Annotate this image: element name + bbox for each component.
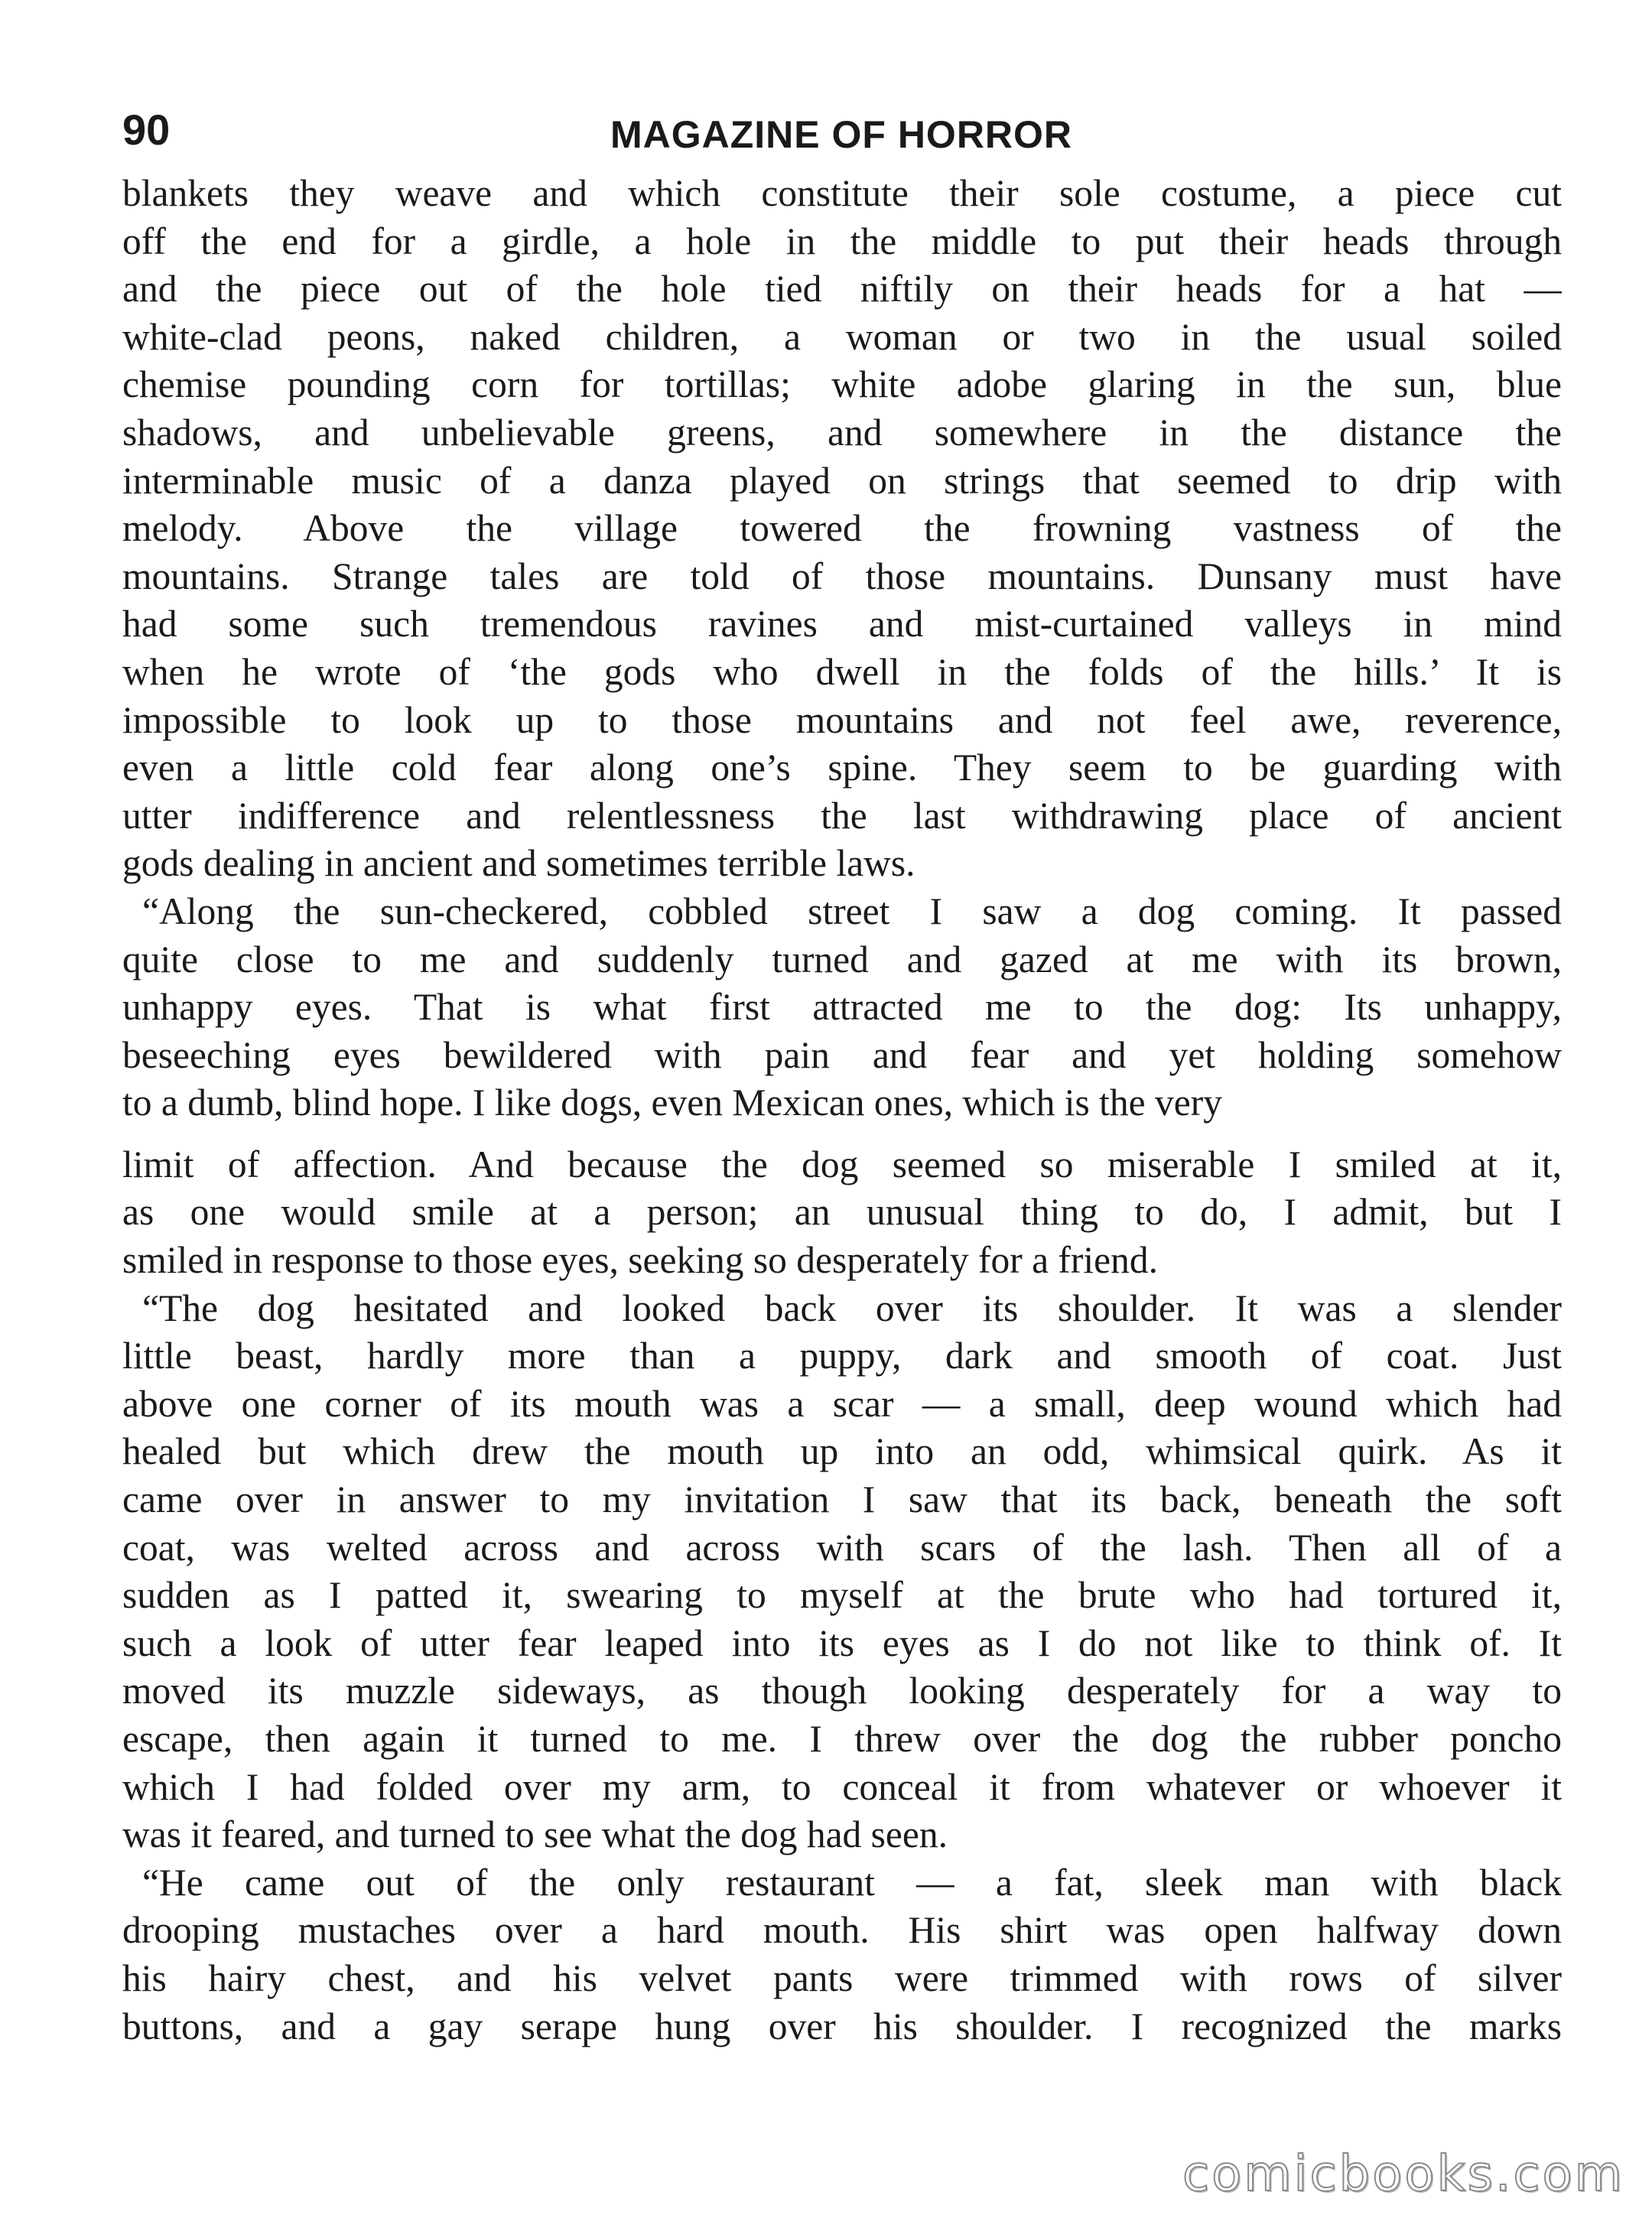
text-line: his hairy chest, and his velvet pants were trimmed with rows of silver — [122, 1956, 1562, 1999]
running-head: MAGAZINE OF HORROR — [610, 113, 1073, 156]
paragraph — [122, 170, 1562, 888]
text-line: healed but which drew the mouth up into an odd, whimsical quirk. As it — [122, 1430, 1562, 1473]
text-line: beseeching eyes bewildered with pain and fear and yet holding somehow — [122, 1033, 1562, 1076]
paragraph — [122, 1859, 1562, 2051]
text-line: shadows, and unbelievable greens, and somewhere in the distance the — [122, 411, 1562, 454]
text-line: impossible to look up to those mountains and not feel awe, reverence, — [122, 698, 1562, 741]
page-header — [122, 106, 1560, 167]
text-line: had some such tremendous ravines and mist-curtained valleys in mind — [122, 603, 1562, 646]
text-line: as one would smile at a person; an unusual thing to do, I admit, but I — [122, 1191, 1562, 1234]
text-line: “He came out of the only restaurant — a fat, sleek man with black — [142, 1861, 1562, 1904]
text-line: melody. Above the village towered the frowning vastness of the — [122, 507, 1562, 550]
text-line: was it feared, and turned to see what the dog had seen. — [122, 1813, 948, 1856]
text-line: off the end for a girdle, a hole in the middle to put their heads through — [122, 220, 1562, 262]
text-line: to a dumb, blind hope. I like dogs, even Mexican ones, which is the very — [122, 1081, 1222, 1124]
paragraph-gap — [122, 1127, 1562, 1141]
text-line: coat, was welted across and across with scars of the lash. Then all of a — [122, 1526, 1562, 1569]
text-line: blankets they weave and which constitute their sole costume, a piece cut — [122, 172, 1562, 214]
text-line: drooping mustaches over a hard mouth. His shirt was open halfway down — [122, 1909, 1562, 1952]
text-line: mountains. Strange tales are told of those mountains. Dunsany must have — [122, 554, 1562, 597]
text-line: above one corner of its mouth was a scar — a small, deep wound which had — [122, 1382, 1562, 1425]
text-line: little beast, hardly more than a puppy, dark and smooth of coat. Just — [122, 1335, 1562, 1377]
text-line: white-clad peons, naked children, a woman or two in the usual soiled — [122, 315, 1562, 358]
text-line: utter indifference and relentlessness the last withdrawing place of ancient — [122, 794, 1562, 837]
body-text — [122, 170, 1562, 2051]
text-line: and the piece out of the hole tied niftily on their heads for a hat — — [122, 268, 1562, 311]
text-line: came over in answer to my invitation I saw that its back, beneath the soft — [122, 1478, 1562, 1521]
watermark: comicbooks.com — [1182, 2146, 1624, 2203]
text-line: gods dealing in ancient and sometimes terrible laws. — [122, 842, 915, 885]
text-line: sudden as I patted it, swearing to myself at the brute who had tortured it, — [122, 1574, 1562, 1617]
paragraph — [122, 1285, 1562, 1859]
page-number: 90 — [122, 106, 171, 154]
text-line: escape, then again it turned to me. I threw over the dog the rubber poncho — [122, 1718, 1562, 1760]
text-line: moved its muzzle sideways, as though looking desperately for a way to — [122, 1670, 1562, 1712]
text-line: “Along the sun-checkered, cobbled street I saw a dog coming. It passed — [142, 889, 1562, 932]
text-line: “The dog hesitated and looked back over its shoulder. It was a slender — [142, 1286, 1562, 1329]
text-line: even a little cold fear along one’s spine. They seem to be guarding with — [122, 746, 1562, 789]
text-line: when he wrote of ‘the gods who dwell in the folds of the hills.’ It is — [122, 650, 1562, 693]
text-line: chemise pounding corn for tortillas; white adobe glaring in the sun, blue — [122, 363, 1562, 406]
text-line: buttons, and a gay serape hung over his shoulder. I recognized the marks — [122, 2005, 1562, 2047]
text-line: which I had folded over my arm, to conceal it from whatever or whoever it — [122, 1765, 1562, 1808]
text-line: quite close to me and suddenly turned and gazed at me with its brown, — [122, 938, 1562, 981]
text-line: interminable music of a danza played on strings that seemed to drip with — [122, 459, 1562, 502]
text-line: such a look of utter fear leaped into its eyes as I do not like to think of. It — [122, 1621, 1562, 1664]
text-line: limit of affection. And because the dog seemed so miserable I smiled at it, — [122, 1143, 1562, 1185]
text-line: smiled in response to those eyes, seeking so desperately for a friend. — [122, 1239, 1158, 1282]
paragraph — [122, 1141, 1562, 1285]
text-line: unhappy eyes. That is what first attracted me to the dog: Its unhappy, — [122, 986, 1562, 1029]
paragraph — [122, 888, 1562, 1127]
